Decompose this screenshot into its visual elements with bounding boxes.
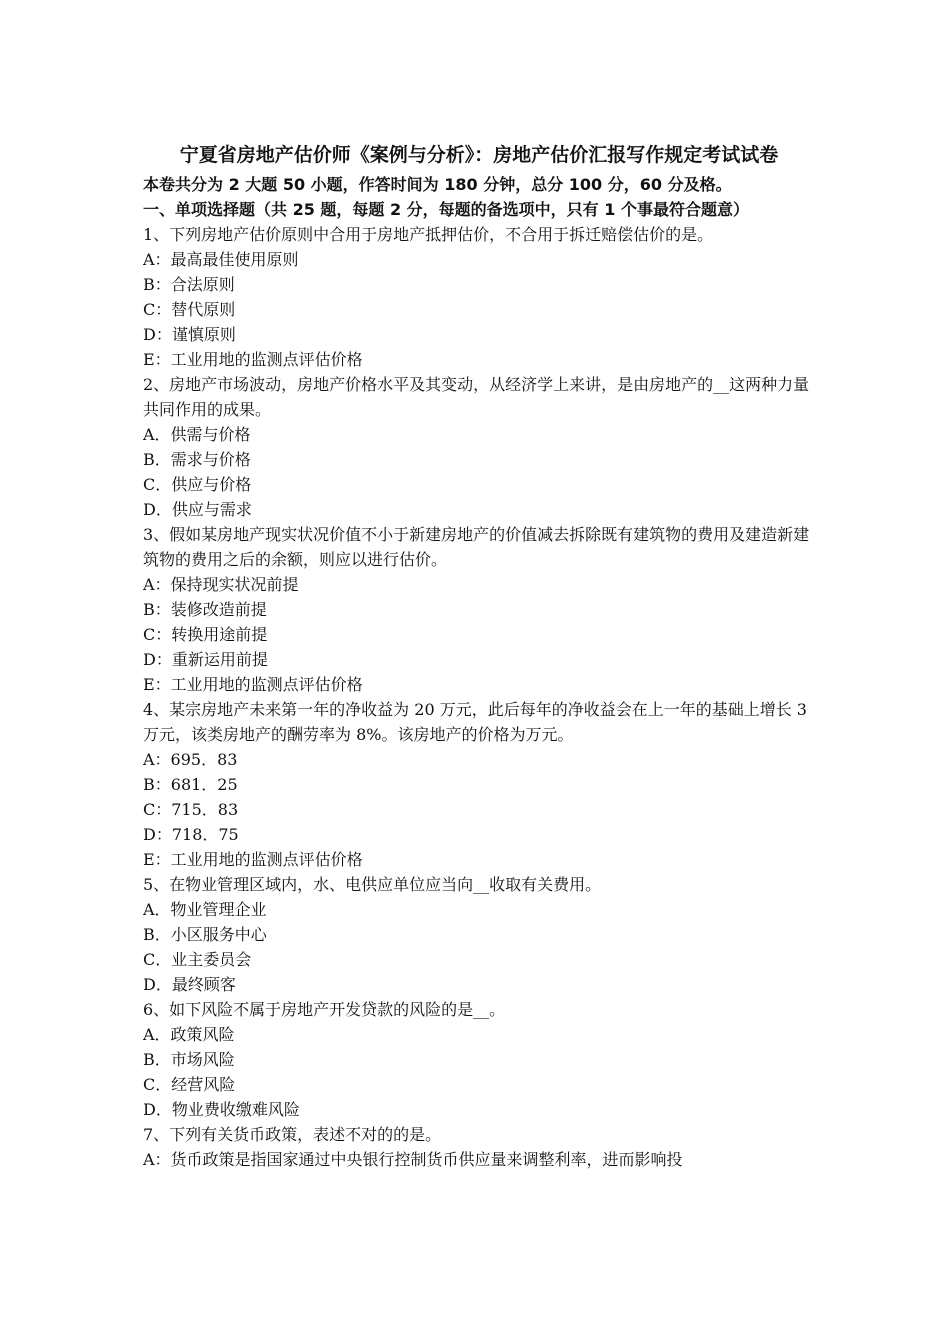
answer-option: B：合法原则 xyxy=(143,275,235,294)
question-item xyxy=(143,372,815,522)
answer-option: A．供需与价格 xyxy=(143,425,251,444)
answer-option: C．业主委员会 xyxy=(143,950,252,969)
answer-option: E：工业用地的监测点评估价格 xyxy=(143,675,363,694)
question-stem: 7、下列有关货币政策，表述不对的的是。 xyxy=(143,1125,442,1144)
answer-option: D：重新运用前提 xyxy=(143,650,268,669)
question-item xyxy=(143,872,815,997)
answer-option: D．最终顾客 xyxy=(143,975,236,994)
answer-option: A：最高最佳使用原则 xyxy=(143,250,299,269)
answer-option: D．供应与需求 xyxy=(143,500,252,519)
question-item xyxy=(143,1122,815,1172)
question-stem: 4、某宗房地产未来第一年的净收益为 20 万元，此后每年的净收益会在上一年的基础上增长 3 万元，该类房地产的酬劳率为 8%。该房地产的价格为万元。 xyxy=(143,700,807,744)
answer-option: C：715．83 xyxy=(143,800,239,819)
question-item xyxy=(143,997,815,1122)
answer-option: A．政策风险 xyxy=(143,1025,235,1044)
question-item xyxy=(143,522,815,697)
answer-option: C：替代原则 xyxy=(143,300,236,319)
question-stem: 3、假如某房地产现实状况价值不小于新建房地产的价值减去拆除既有建筑物的费用及建造新建筑物的费用之后的余额，则应以进行估价。 xyxy=(143,525,810,569)
answer-option: C．经营风险 xyxy=(143,1075,236,1094)
answer-option: C：转换用途前提 xyxy=(143,625,268,644)
answer-option: D：谨慎原则 xyxy=(143,325,236,344)
question-stem: 6、如下风险不属于房地产开发贷款的风险的是__。 xyxy=(143,1000,506,1019)
answer-option: D：718．75 xyxy=(143,825,239,844)
answer-option: D．物业费收缴难风险 xyxy=(143,1100,300,1119)
answer-option: B．小区服务中心 xyxy=(143,925,267,944)
answer-option: B：装修改造前提 xyxy=(143,600,267,619)
question-item xyxy=(143,697,815,872)
document-body xyxy=(143,143,815,1172)
answer-option: A：货币政策是指国家通过中央银行控制货币供应量来调整利率，进而影响投 xyxy=(143,1150,683,1169)
question-stem: 5、在物业管理区域内，水、电供应单位应当向__收取有关费用。 xyxy=(143,875,602,894)
answer-option: E：工业用地的监测点评估价格 xyxy=(143,350,363,369)
answer-option: B：681．25 xyxy=(143,775,238,794)
answer-option: B．市场风险 xyxy=(143,1050,235,1069)
exam-intro: 本卷共分为 2 大题 50 小题，作答时间为 180 分钟，总分 100 分，60 分及格。 xyxy=(143,175,732,194)
question-stem: 1、下列房地产估价原则中合用于房地产抵押估价，不合用于拆迁赔偿估价的是。 xyxy=(143,225,714,244)
answer-option: E：工业用地的监测点评估价格 xyxy=(143,850,363,869)
question-item xyxy=(143,222,815,372)
answer-option: C．供应与价格 xyxy=(143,475,252,494)
answer-option: A：保持现实状况前提 xyxy=(143,575,299,594)
question-stem: 2、房地产市场波动，房地产价格水平及其变动，从经济学上来讲，是由房地产的__这两种力量共同作用的成果。 xyxy=(143,375,810,419)
answer-option: B．需求与价格 xyxy=(143,450,251,469)
question-list xyxy=(143,222,815,1172)
section-heading: 一、单项选择题（共 25 题，每题 2 分，每题的备选项中，只有 1 个事最符合题意） xyxy=(143,200,749,219)
answer-option: A．物业管理企业 xyxy=(143,900,267,919)
page-title: 宁夏省房地产估价师《案例与分析》：房地产估价汇报写作规定考试试卷 xyxy=(179,144,779,166)
answer-option: A：695．83 xyxy=(143,750,238,769)
